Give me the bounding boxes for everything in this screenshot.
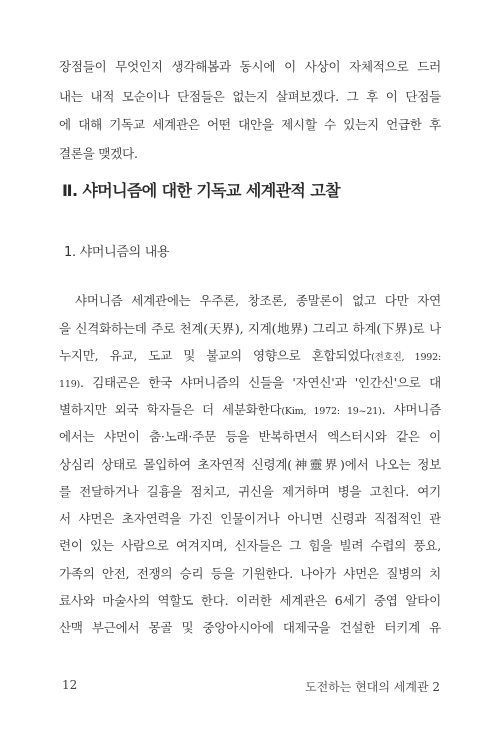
body-line: 내는 내적 모순이나 단점들은 없는지 살펴보겠다. 그 후 이 단점들 [59, 89, 441, 104]
body-text: 누지만, 유교, 도교 및 불교의 영향으로 혼합되었다 [59, 348, 372, 363]
body-text: . 김태곤은 한국 샤머니즘의 신들을 '자연신'과 '인간신'으로 대 [80, 375, 441, 390]
body-line: 상심리 상태로 몰입하여 초자연적 신령계(神靈界)에서 나오는 정보 [59, 457, 441, 472]
body-line: 서 샤먼은 초자연력을 가진 인물이거나 아니면 신령과 직접적인 관 [59, 511, 441, 526]
body-line: 련이 있는 사람으로 여겨지며, 신자들은 그 힘을 빌려 수렵의 풍요, [59, 538, 441, 553]
body-line: 에서는 샤먼이 춤·노래·주문 등을 반복하면서 엑스터시와 같은 이 [59, 429, 441, 444]
body-line: 을 신격화하는데 주로 천계(天界), 지계(地界) 그리고 하계(下界)로 나 [59, 321, 441, 336]
body-line: 를 전달하거나 길흉을 점치고, 귀신을 제거하며 병을 고친다. 여기 [59, 484, 441, 499]
body-line [59, 346, 441, 368]
body-line: 가족의 안전, 전쟁의 승리 등을 기원한다. 나아가 샤먼은 질병의 치 [59, 566, 441, 581]
citation: (Kim, 1972: 19~21) [281, 406, 382, 417]
body-text: . 샤머니즘 [381, 402, 441, 417]
citation: 119) [59, 379, 81, 390]
body-line: 샤머니즘 세계관에는 우주론, 창조론, 종말론이 없고 다만 자연 [75, 293, 441, 308]
subsection-heading: 1. 샤머니즘의 내용 [64, 245, 170, 260]
body-line: 결론을 맺겠다. [59, 146, 138, 161]
body-line: 료사와 마술사의 역할도 한다. 이러한 세계관은 6세기 중엽 알타이 [59, 593, 441, 608]
section-heading: Ⅱ. 샤머니즘에 대한 기독교 세계관적 고찰 [62, 181, 340, 200]
body-line [59, 373, 441, 395]
body-line: 에 대해 기독교 세계관은 어떤 대안을 제시할 수 있는지 언급한 후 [59, 117, 441, 132]
body-line [59, 400, 441, 422]
body-text: 별하지만 외국 학자들은 더 세분화한다 [59, 402, 282, 417]
citation: (전호진, 1992: [371, 352, 441, 363]
page-number: 12 [62, 678, 78, 692]
running-title: 도전하는 현대의 세계관 2 [305, 680, 440, 694]
body-line: 장점들이 무엇인지 생각해봄과 동시에 이 사상이 자체적으로 드러 [59, 59, 441, 74]
body-line: 산맥 부근에서 몽골 및 중앙아시아에 대제국을 건설한 터키계 유 [59, 620, 441, 635]
